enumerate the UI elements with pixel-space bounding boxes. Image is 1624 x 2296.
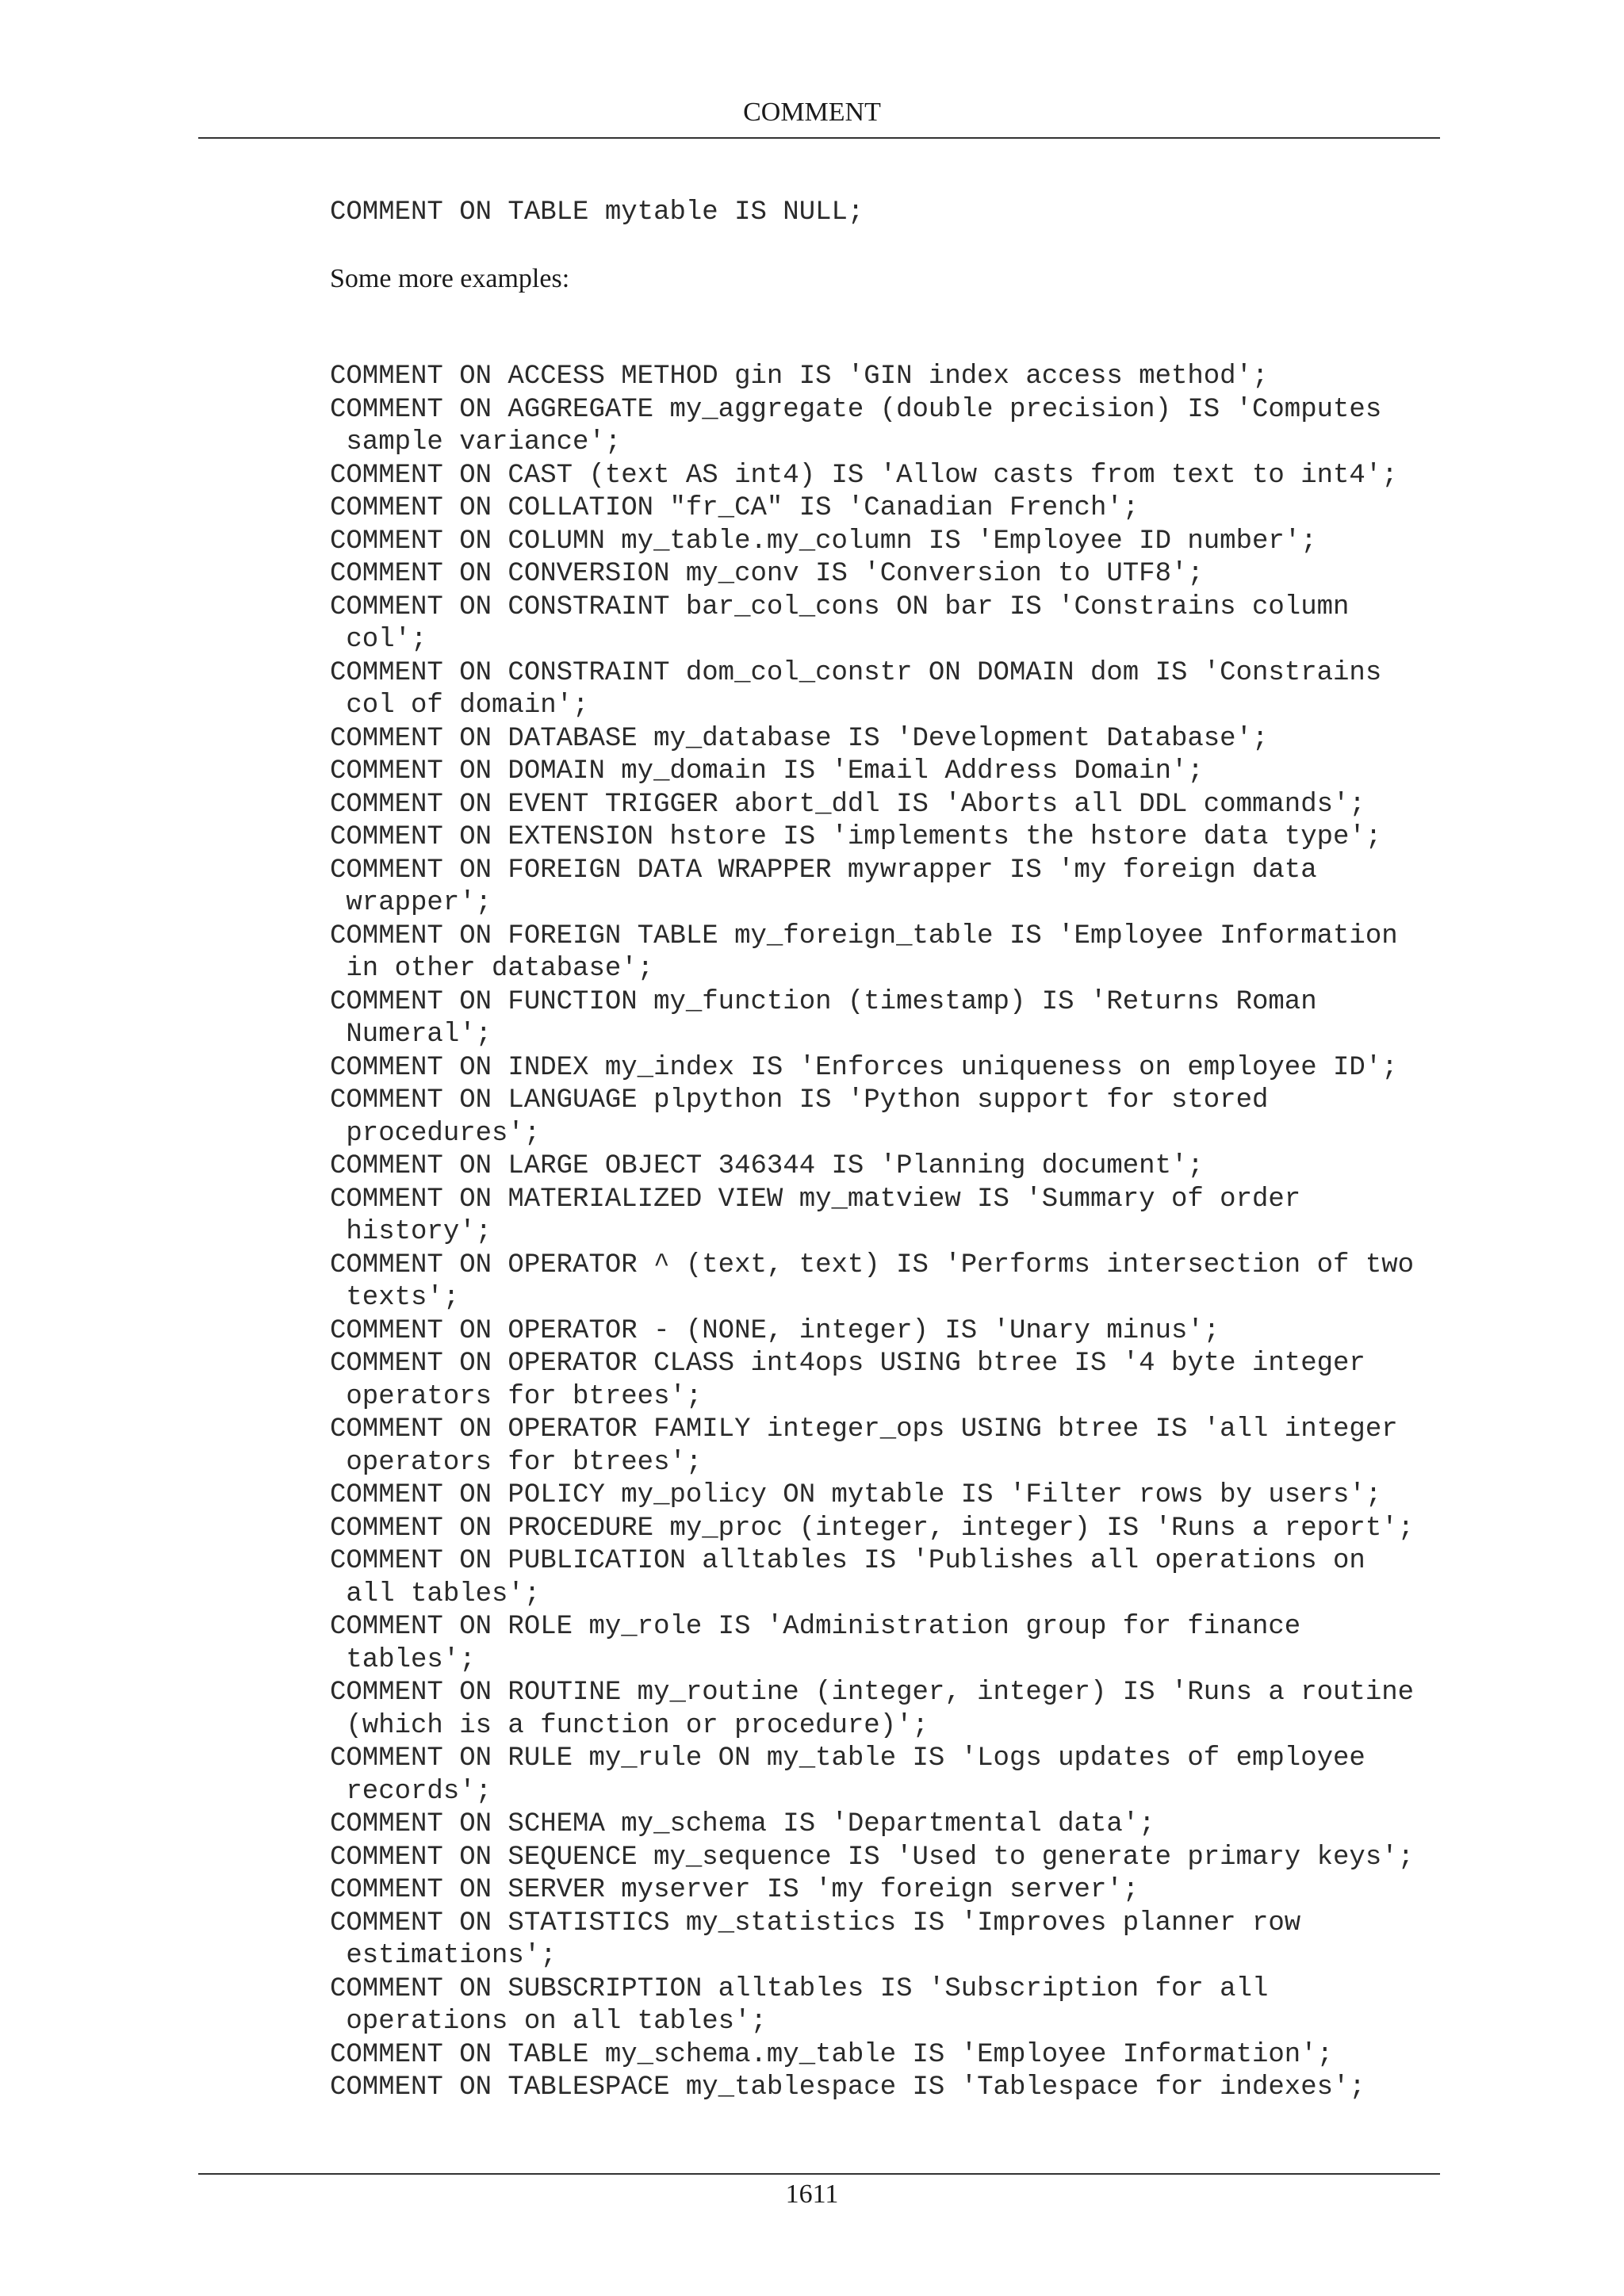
code-line: COMMENT ON EXTENSION hstore IS 'implements the hstore data type'; xyxy=(330,822,1382,852)
code-line: records'; xyxy=(330,1776,492,1807)
code-line: COMMENT ON LANGUAGE plpython IS 'Python support for stored xyxy=(330,1085,1269,1115)
code-block-examples xyxy=(330,361,1414,2105)
code-line: COMMENT ON FOREIGN DATA WRAPPER mywrapper IS 'my foreign data xyxy=(330,855,1317,886)
code-line: (which is a function or procedure)'; xyxy=(330,1710,929,1741)
code-line: COMMENT ON SERVER myserver IS 'my foreign server'; xyxy=(330,1875,1139,1905)
code-line: COMMENT ON OPERATOR - (NONE, integer) IS 'Unary minus'; xyxy=(330,1315,1220,1346)
code-line: COMMENT ON INDEX my_index IS 'Enforces uniqueness on employee ID'; xyxy=(330,1052,1398,1083)
page-number: 1611 xyxy=(785,2179,839,2209)
code-line: COMMENT ON FOREIGN TABLE my_foreign_table IS 'Employee Information xyxy=(330,920,1398,951)
code-line: COMMENT ON ACCESS METHOD gin IS 'GIN index access method'; xyxy=(330,362,1269,392)
code-line: COMMENT ON CONVERSION my_conv IS 'Conversion to UTF8'; xyxy=(330,559,1204,589)
code-line: sample variance'; xyxy=(330,427,622,457)
page-header-title: COMMENT xyxy=(743,98,881,127)
code-line: COMMENT ON CONSTRAINT bar_col_cons ON bar IS 'Constrains column xyxy=(330,591,1350,622)
code-line: COMMENT ON ROLE my_role IS 'Administration group for finance xyxy=(330,1612,1301,1642)
code-line: COMMENT ON OPERATOR FAMILY integer_ops USING btree IS 'all integer xyxy=(330,1414,1398,1445)
code-line: in other database'; xyxy=(330,954,654,984)
code-line: Numeral'; xyxy=(330,1020,492,1050)
code-line: COMMENT ON STATISTICS my_statistics IS 'Improves planner row xyxy=(330,1908,1301,1938)
code-line: COMMENT ON OPERATOR ^ (text, text) IS 'Performs intersection of two xyxy=(330,1249,1415,1280)
code-line: COMMENT ON OPERATOR CLASS int4ops USING btree IS '4 byte integer xyxy=(330,1349,1365,1379)
code-line: operators for btrees'; xyxy=(330,1447,703,1478)
code-line: COMMENT ON FUNCTION my_function (timestamp) IS 'Returns Roman xyxy=(330,986,1317,1017)
code-line: col'; xyxy=(330,625,427,655)
code-line: procedures'; xyxy=(330,1118,541,1149)
footer-rule xyxy=(198,2173,1440,2175)
code-line: operations on all tables'; xyxy=(330,2007,767,2037)
code-line: COMMENT ON PUBLICATION alltables IS 'Publishes all operations on xyxy=(330,1546,1365,1576)
code-line: COMMENT ON SCHEMA my_schema IS 'Departmental data'; xyxy=(330,1809,1155,1839)
header-rule xyxy=(198,137,1440,139)
code-line: COMMENT ON ROUTINE my_routine (integer, integer) IS 'Runs a routine xyxy=(330,1678,1415,1708)
code-line: COMMENT ON AGGREGATE my_aggregate (double precision) IS 'Computes xyxy=(330,394,1382,425)
code-line: texts'; xyxy=(330,1283,460,1313)
code-line: COMMENT ON COLUMN my_table.my_column IS 'Employee ID number'; xyxy=(330,526,1317,557)
code-line: COMMENT ON SEQUENCE my_sequence IS 'Used to generate primary keys'; xyxy=(330,1842,1415,1873)
code-block-null-example: COMMENT ON TABLE mytable IS NULL; xyxy=(330,197,864,228)
code-line: estimations'; xyxy=(330,1941,557,1971)
code-line: COMMENT ON CONSTRAINT dom_col_constr ON DOMAIN dom IS 'Constrains xyxy=(330,657,1382,688)
code-line: COMMENT ON POLICY my_policy ON mytable IS 'Filter rows by users'; xyxy=(330,1480,1382,1510)
code-line: col of domain'; xyxy=(330,691,589,721)
code-line: wrapper'; xyxy=(330,888,492,918)
code-line: COMMENT ON DOMAIN my_domain IS 'Email Address Domain'; xyxy=(330,756,1204,786)
code-line: operators for btrees'; xyxy=(330,1381,703,1412)
code-line: COMMENT ON COLLATION "fr_CA" IS 'Canadian French'; xyxy=(330,493,1139,523)
code-line: COMMENT ON TABLESPACE my_tablespace IS 'Tablespace for indexes'; xyxy=(330,2072,1365,2103)
code-line: COMMENT ON MATERIALIZED VIEW my_matview IS 'Summary of order xyxy=(330,1184,1301,1215)
code-line: all tables'; xyxy=(330,1578,541,1609)
code-line: COMMENT ON TABLE my_schema.my_table IS 'Employee Information'; xyxy=(330,2039,1334,2070)
code-line: COMMENT ON EVENT TRIGGER abort_ddl IS 'Aborts all DDL commands'; xyxy=(330,789,1365,820)
code-line: COMMENT ON LARGE OBJECT 346344 IS 'Planning document'; xyxy=(330,1151,1204,1181)
code-line: COMMENT ON PROCEDURE my_proc (integer, integer) IS 'Runs a report'; xyxy=(330,1513,1415,1544)
code-line: COMMENT ON CAST (text AS int4) IS 'Allow casts from text to int4'; xyxy=(330,460,1398,491)
code-line: COMMENT ON SUBSCRIPTION alltables IS 'Subscription for all xyxy=(330,1973,1269,2004)
code-line: COMMENT ON RULE my_rule ON my_table IS 'Logs updates of employee xyxy=(330,1743,1365,1774)
code-line: history'; xyxy=(330,1217,492,1247)
code-line: COMMENT ON DATABASE my_database IS 'Development Database'; xyxy=(330,723,1269,754)
intro-paragraph: Some more examples: xyxy=(330,264,570,293)
code-line: tables'; xyxy=(330,1644,476,1675)
